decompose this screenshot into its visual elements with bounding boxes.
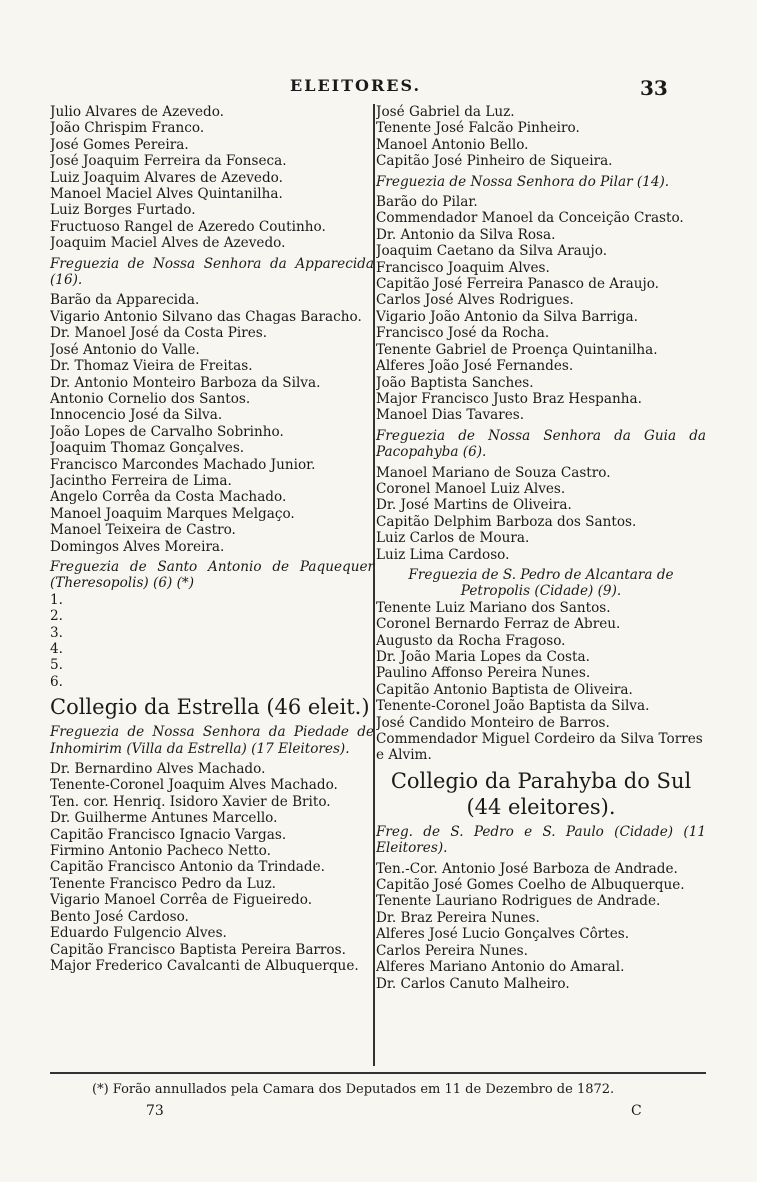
elector-name: Manoel Dias Tavares.	[376, 407, 525, 424]
elector-name: Francisco José da Rocha.	[376, 325, 550, 342]
annulled-entry: 6.	[50, 673, 63, 690]
elector-name: Capitão Francisco Antonio da Trindade.	[50, 859, 325, 876]
parish-heading-piedade: Freguezia de Nossa Senhora da Piedade de Inhomirim (Villa da Estrella) (17 Eleitores).	[50, 724, 374, 757]
parish-heading-apparecida: Freguezia de Nossa Senhora da Apparecida (16).	[50, 255, 374, 289]
left-top-list	[50, 104, 374, 252]
alcantara-list	[376, 600, 706, 764]
elector-name: Antonio Cornelio dos Santos.	[50, 390, 251, 407]
elector-name: Capitão Antonio Baptista de Oliveira.	[376, 681, 633, 698]
elector-name: Eduardo Fulgencio Alves.	[50, 925, 227, 942]
elector-name: Joaquim Maciel Alves de Azevedo.	[50, 235, 286, 252]
elector-name: Dr. Thomaz Vieira de Freitas.	[50, 358, 253, 375]
pilar-list	[376, 194, 706, 424]
elector-name: Coronel Bernardo Ferraz de Abreu.	[376, 616, 621, 633]
parish-heading-sao-paulo: Freg. de S. Pedro e S. Paulo (Cidade) (11 Eleitores).	[376, 823, 706, 857]
footnote: (*) Forão annullados pela Camara dos Deputados em 11 de Dezembro de 1872.	[92, 1082, 615, 1097]
elector-name: Alferes João José Fernandes.	[376, 358, 574, 375]
elector-name: Dr. Guilherme Antunes Marcello.	[50, 810, 278, 827]
elector-name: Innocencio José da Silva.	[50, 407, 223, 424]
elector-name: Joaquim Caetano da Silva Araujo.	[376, 243, 608, 260]
elector-name: Luiz Joaquim Alvares de Azevedo.	[50, 169, 283, 186]
elector-name: Tenente-Coronel João Baptista da Silva.	[376, 698, 650, 715]
elector-name: Vigario João Antonio da Silva Barriga.	[376, 308, 638, 325]
elector-name: Manoel Antonio Bello.	[376, 136, 529, 153]
elector-name: Dr. Carlos Canuto Malheiro.	[376, 975, 570, 992]
elector-name: Ten. cor. Henriq. Isidoro Xavier de Brito.	[50, 793, 331, 810]
right-top-list	[376, 104, 706, 170]
elector-name: Luiz Borges Furtado.	[50, 202, 196, 219]
elector-name: Commendador Manoel da Conceição Crasto.	[376, 210, 684, 227]
elector-name: Alferes José Lucio Gonçalves Côrtes.	[376, 926, 630, 943]
elector-name: Carlos José Alves Rodrigues.	[376, 292, 574, 309]
elector-name: Vigario Manoel Corrêa de Figueiredo.	[50, 892, 313, 909]
elector-name: Bento José Cardoso.	[50, 908, 189, 925]
elector-name: Luiz Carlos de Moura.	[376, 530, 530, 547]
parish-heading-guia: Freguezia de Nossa Senhora da Guia da Pacopahyba (6).	[376, 427, 706, 461]
elector-name: Domingos Alves Moreira.	[50, 538, 225, 555]
elector-name: Jacintho Ferreira de Lima.	[50, 472, 232, 489]
elector-name: Luiz Lima Cardoso.	[376, 546, 510, 563]
piedade-list	[50, 761, 374, 974]
annulled-entry: 3.	[50, 624, 63, 641]
elector-name: Dr. João Maria Lopes da Costa.	[376, 649, 590, 665]
elector-name: Paulino Affonso Pereira Nunes.	[376, 665, 591, 682]
elector-name: Major Frederico Cavalcanti de Albuquerque.	[50, 957, 359, 974]
elector-name: Vigario Antonio Silvano das Chagas Baracho.	[50, 308, 362, 325]
elector-name: Dr. Antonio Monteiro Barboza da Silva.	[50, 374, 321, 391]
elector-name: Fructuoso Rangel de Azeredo Coutinho.	[50, 218, 326, 235]
elector-name: Tenente Lauriano Rodrigues de Andrade.	[376, 893, 661, 910]
elector-name: Manoel Teixeira de Castro.	[50, 522, 236, 539]
elector-name: Augusto da Rocha Fragoso.	[376, 632, 566, 649]
running-title: ELEITORES.	[290, 76, 422, 95]
elector-name: Dr. Braz Pereira Nunes.	[376, 909, 540, 926]
elector-name: Commendador Miguel Cordeiro da Silva Torres e Alvim.	[376, 731, 703, 764]
elector-name: Tenente Luiz Mariano dos Santos.	[376, 599, 611, 616]
elector-name: Manoel Maciel Alves Quintanilha.	[50, 186, 283, 203]
annulled-entry: 5.	[50, 657, 63, 674]
elector-name: João Baptista Sanches.	[376, 374, 534, 391]
parish-heading-paquequer: Freguezia de Santo Antonio de Paquequer (Theresopolis) (6) (*)	[50, 558, 374, 592]
elector-name: Carlos Pereira Nunes.	[376, 942, 528, 959]
elector-name: Capitão José Gomes Coelho de Albuquerque.	[376, 877, 685, 894]
parish-heading-pilar: Freguezia de Nossa Senhora do Pilar (14).	[376, 173, 670, 190]
elector-name: Barão da Apparecida.	[50, 292, 200, 309]
elector-name: Dr. Antonio da Silva Rosa.	[376, 226, 556, 243]
elector-name: Capitão José Pinheiro de Siqueira.	[376, 153, 613, 170]
elector-name: Dr. José Martins de Oliveira.	[376, 497, 572, 514]
elector-name: Coronel Manoel Luiz Alves.	[376, 480, 566, 497]
elector-name: Capitão José Ferreira Panasco de Araujo.	[376, 276, 659, 293]
elector-name: Alferes Mariano Antonio do Amaral.	[376, 959, 625, 976]
elector-name: Dr. Manoel José da Costa Pires.	[50, 325, 268, 342]
elector-name: Barão do Pilar.	[376, 194, 478, 211]
annulled-entry: 4.	[50, 641, 63, 657]
elector-name: José Joaquim Ferreira da Fonseca.	[50, 153, 287, 170]
sao-paulo-list	[376, 861, 706, 992]
guia-list	[376, 465, 706, 563]
elector-name: Ten.-Cor. Antonio José Barboza de Andrade.	[376, 860, 678, 877]
left-column	[50, 104, 374, 974]
parish-heading-alcantara: Freguezia de S. Pedro de Alcantara de Petropolis (Cidade) (9).	[408, 566, 674, 600]
college-title-estrella: Collegio da Estrella (46 eleit.)	[50, 695, 370, 720]
elector-name: Major Francisco Justo Braz Hespanha.	[376, 390, 642, 407]
page-header	[0, 76, 757, 102]
elector-name: Capitão Francisco Baptista Pereira Barros.	[50, 941, 346, 958]
elector-name: Francisco Joaquim Alves.	[376, 259, 550, 276]
elector-name: José Gomes Pereira.	[50, 136, 189, 153]
elector-name: Tenente Francisco Pedro da Luz.	[50, 875, 276, 892]
elector-name: Tenente Gabriel de Proença Quintanilha.	[376, 341, 658, 358]
college-title-parahyba: Collegio da Parahyba do Sul	[390, 768, 692, 793]
elector-name: Capitão Francisco Ignacio Vargas.	[50, 826, 287, 843]
right-column	[376, 104, 706, 992]
elector-name: Joaquim Thomaz Gonçalves.	[50, 440, 245, 457]
apparecida-list	[50, 292, 374, 555]
elector-name: Capitão Delphim Barboza dos Santos.	[376, 513, 637, 530]
elector-name: João Chrispim Franco.	[50, 120, 205, 137]
annulled-entry: 2.	[50, 608, 63, 625]
annulled-entry: 1.	[50, 591, 63, 608]
elector-name: José Antonio do Valle.	[50, 341, 200, 358]
signature-letter: C	[631, 1103, 642, 1119]
elector-name: Firmino Antonio Pacheco Netto.	[50, 843, 271, 860]
elector-name: Tenente José Falcão Pinheiro.	[376, 120, 580, 137]
elector-name: José Candido Monteiro de Barros.	[376, 714, 610, 731]
paquequer-list	[50, 592, 374, 690]
elector-name: Angelo Corrêa da Costa Machado.	[50, 489, 287, 506]
elector-name: Julio Alvares de Azevedo.	[50, 104, 224, 120]
elector-name: Tenente-Coronel Joaquim Alves Machado.	[50, 777, 338, 794]
elector-name: João Lopes de Carvalho Sobrinho.	[50, 423, 284, 440]
elector-name: Manoel Joaquim Marques Melgaço.	[50, 505, 295, 522]
elector-name: José Gabriel da Luz.	[376, 104, 515, 120]
elector-name: Francisco Marcondes Machado Junior.	[50, 456, 316, 473]
signature-number: 73	[146, 1103, 164, 1119]
footnote-rule	[50, 1072, 706, 1074]
elector-name: Dr. Bernardino Alves Machado.	[50, 761, 266, 778]
college-title-parahyba-count: (44 eleitores).	[466, 794, 616, 819]
page-number: 33	[640, 76, 668, 100]
elector-name: Manoel Mariano de Souza Castro.	[376, 464, 611, 481]
